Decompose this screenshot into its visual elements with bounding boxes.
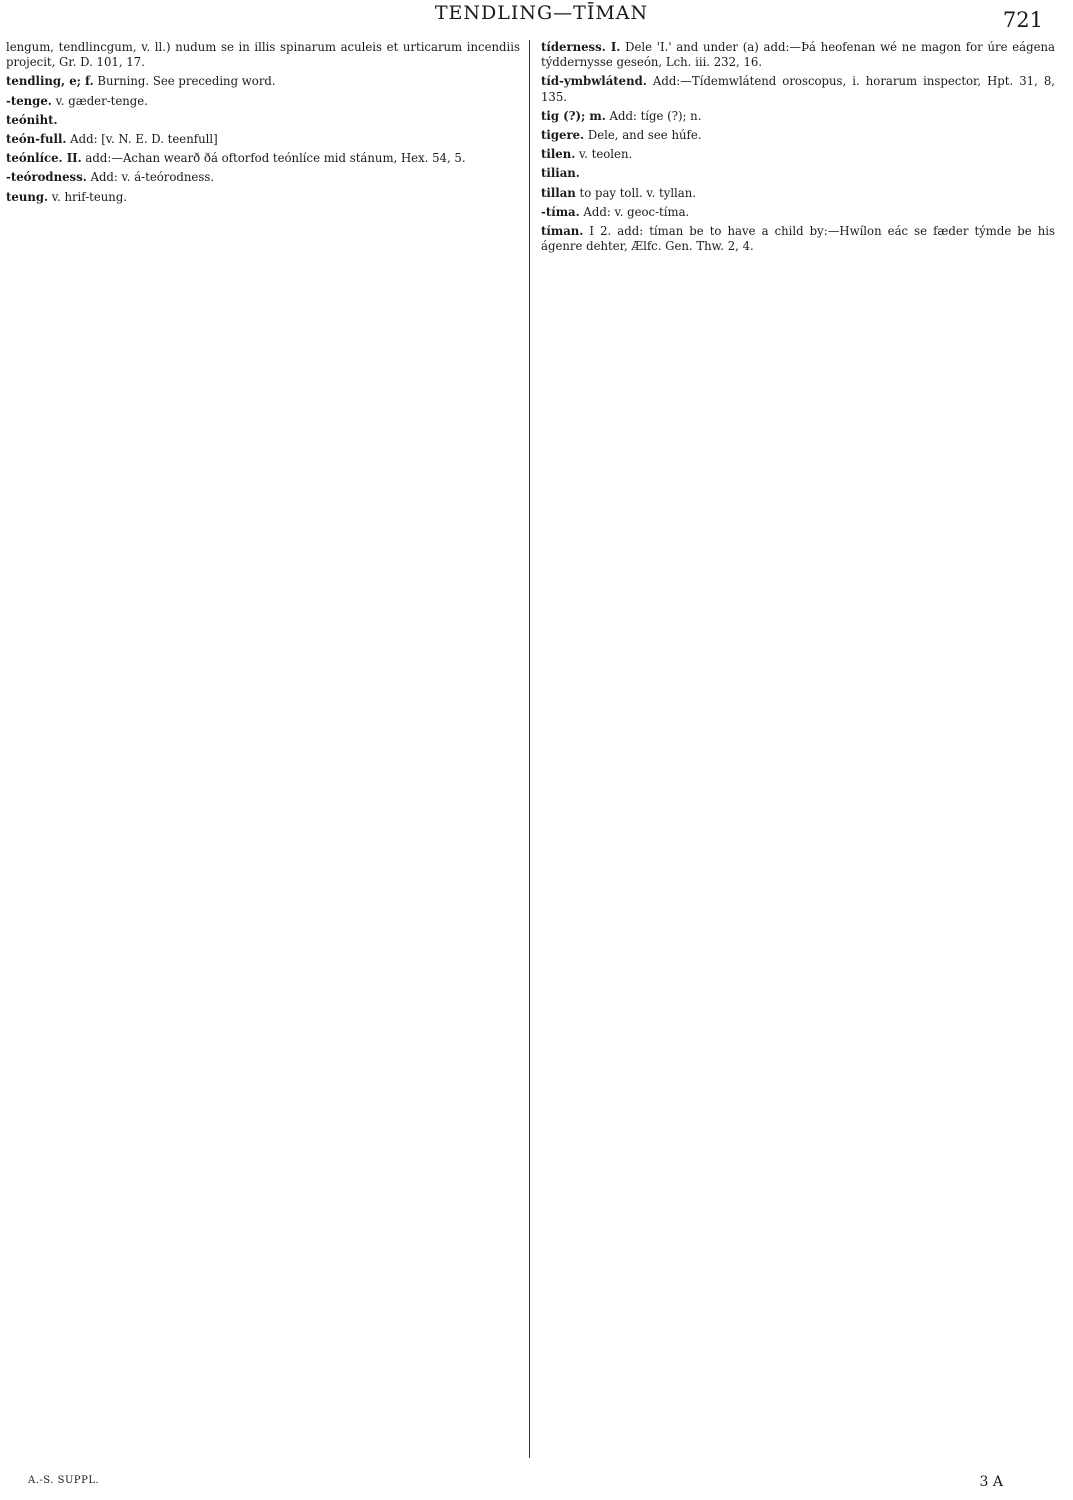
entry-headword: tilian. xyxy=(541,166,580,181)
dictionary-columns xyxy=(6,40,1055,1458)
dictionary-entry xyxy=(6,74,520,89)
page-header xyxy=(40,2,1043,32)
running-head: TENDLING—TĪMAN xyxy=(434,2,649,24)
dictionary-entry xyxy=(541,224,1055,254)
gathering-mark: 3 A xyxy=(979,1474,1003,1490)
dictionary-entry xyxy=(6,151,520,166)
entry-headword: tendling, e; f. xyxy=(6,74,94,89)
entry-text: Dele, and see húfe. xyxy=(587,128,702,143)
dictionary-entry xyxy=(6,40,520,70)
entry-headword: teón-full. xyxy=(6,132,67,147)
entry-headword: teung. xyxy=(6,189,49,204)
dictionary-entry xyxy=(541,74,1055,104)
dictionary-entry xyxy=(6,94,520,109)
entry-headword: teóniht. xyxy=(6,112,58,127)
entry-text: I 2. add: tíman be to have a child by:—Hwílon eác se fæder týmde be his ágenre dehter, Ælfc. Gen. Thw. 2, 4. xyxy=(541,224,1055,254)
page-number: 721 xyxy=(1002,8,1043,32)
entry-headword: tillan xyxy=(541,185,576,200)
entry-headword: -tenge. xyxy=(6,93,52,108)
dictionary-entry xyxy=(541,40,1055,70)
entry-text: Add:—Tídemwlátend oroscopus, i. horarum inspector, Hpt. 31, 8, 135. xyxy=(541,74,1055,104)
entry-text: v. gæder-tenge. xyxy=(55,93,148,108)
entry-text: Dele 'I.' and under (a) add:—Þá heofenan wé ne magon for úre eágena týddernysse geseón, Lch. iii. 232, 16. xyxy=(541,40,1055,70)
dictionary-entry xyxy=(6,170,520,185)
dictionary-entry xyxy=(541,186,1055,201)
dictionary-entry xyxy=(541,205,1055,220)
dictionary-entry xyxy=(541,166,1055,181)
dictionary-entry xyxy=(541,109,1055,124)
entry-text: Add: tíge (?); n. xyxy=(609,108,702,123)
entry-headword: -teórodness. xyxy=(6,170,87,185)
entry-text: Add: v. á-teórodness. xyxy=(90,170,215,185)
dictionary-entry xyxy=(541,128,1055,143)
entry-headword: tigere. xyxy=(541,128,585,143)
entry-headword: tilen. xyxy=(541,147,576,162)
entry-headword: tig (?); m. xyxy=(541,108,606,123)
entry-headword: -tíma. xyxy=(541,204,580,219)
right-column xyxy=(530,40,1055,1458)
dictionary-entry xyxy=(541,147,1055,162)
dictionary-entry xyxy=(6,132,520,147)
entry-headword: tíd-ymbwlátend. xyxy=(541,74,647,89)
entry-text: Burning. See preceding word. xyxy=(97,74,276,89)
entry-headword: tíderness. I. xyxy=(541,40,621,54)
left-column xyxy=(6,40,529,1458)
entry-text: to pay toll. v. tyllan. xyxy=(579,185,697,200)
entry-text: add:—Achan wearð ðá oftorfod teónlíce mid stánum, Hex. 54, 5. xyxy=(85,151,466,166)
entry-text: lengum, tendlincgum, v. ll.) nudum se in illis spinarum aculeis et urticarum incendiis projecit, Gr. D. 101, 17. xyxy=(6,40,520,70)
entry-text: v. teolen. xyxy=(579,147,633,162)
entry-text: Add: [v. N. E. D. teenfull] xyxy=(70,132,218,147)
entry-text: v. hrif-teung. xyxy=(51,189,128,204)
dictionary-entry xyxy=(6,113,520,128)
signature-mark: A.-S. SUPPL. xyxy=(28,1475,100,1486)
entry-headword: teónlíce. II. xyxy=(6,151,82,166)
dictionary-entry xyxy=(6,190,520,205)
entry-headword: tíman. xyxy=(541,224,584,239)
entry-text: Add: v. geoc-tíma. xyxy=(583,204,690,219)
